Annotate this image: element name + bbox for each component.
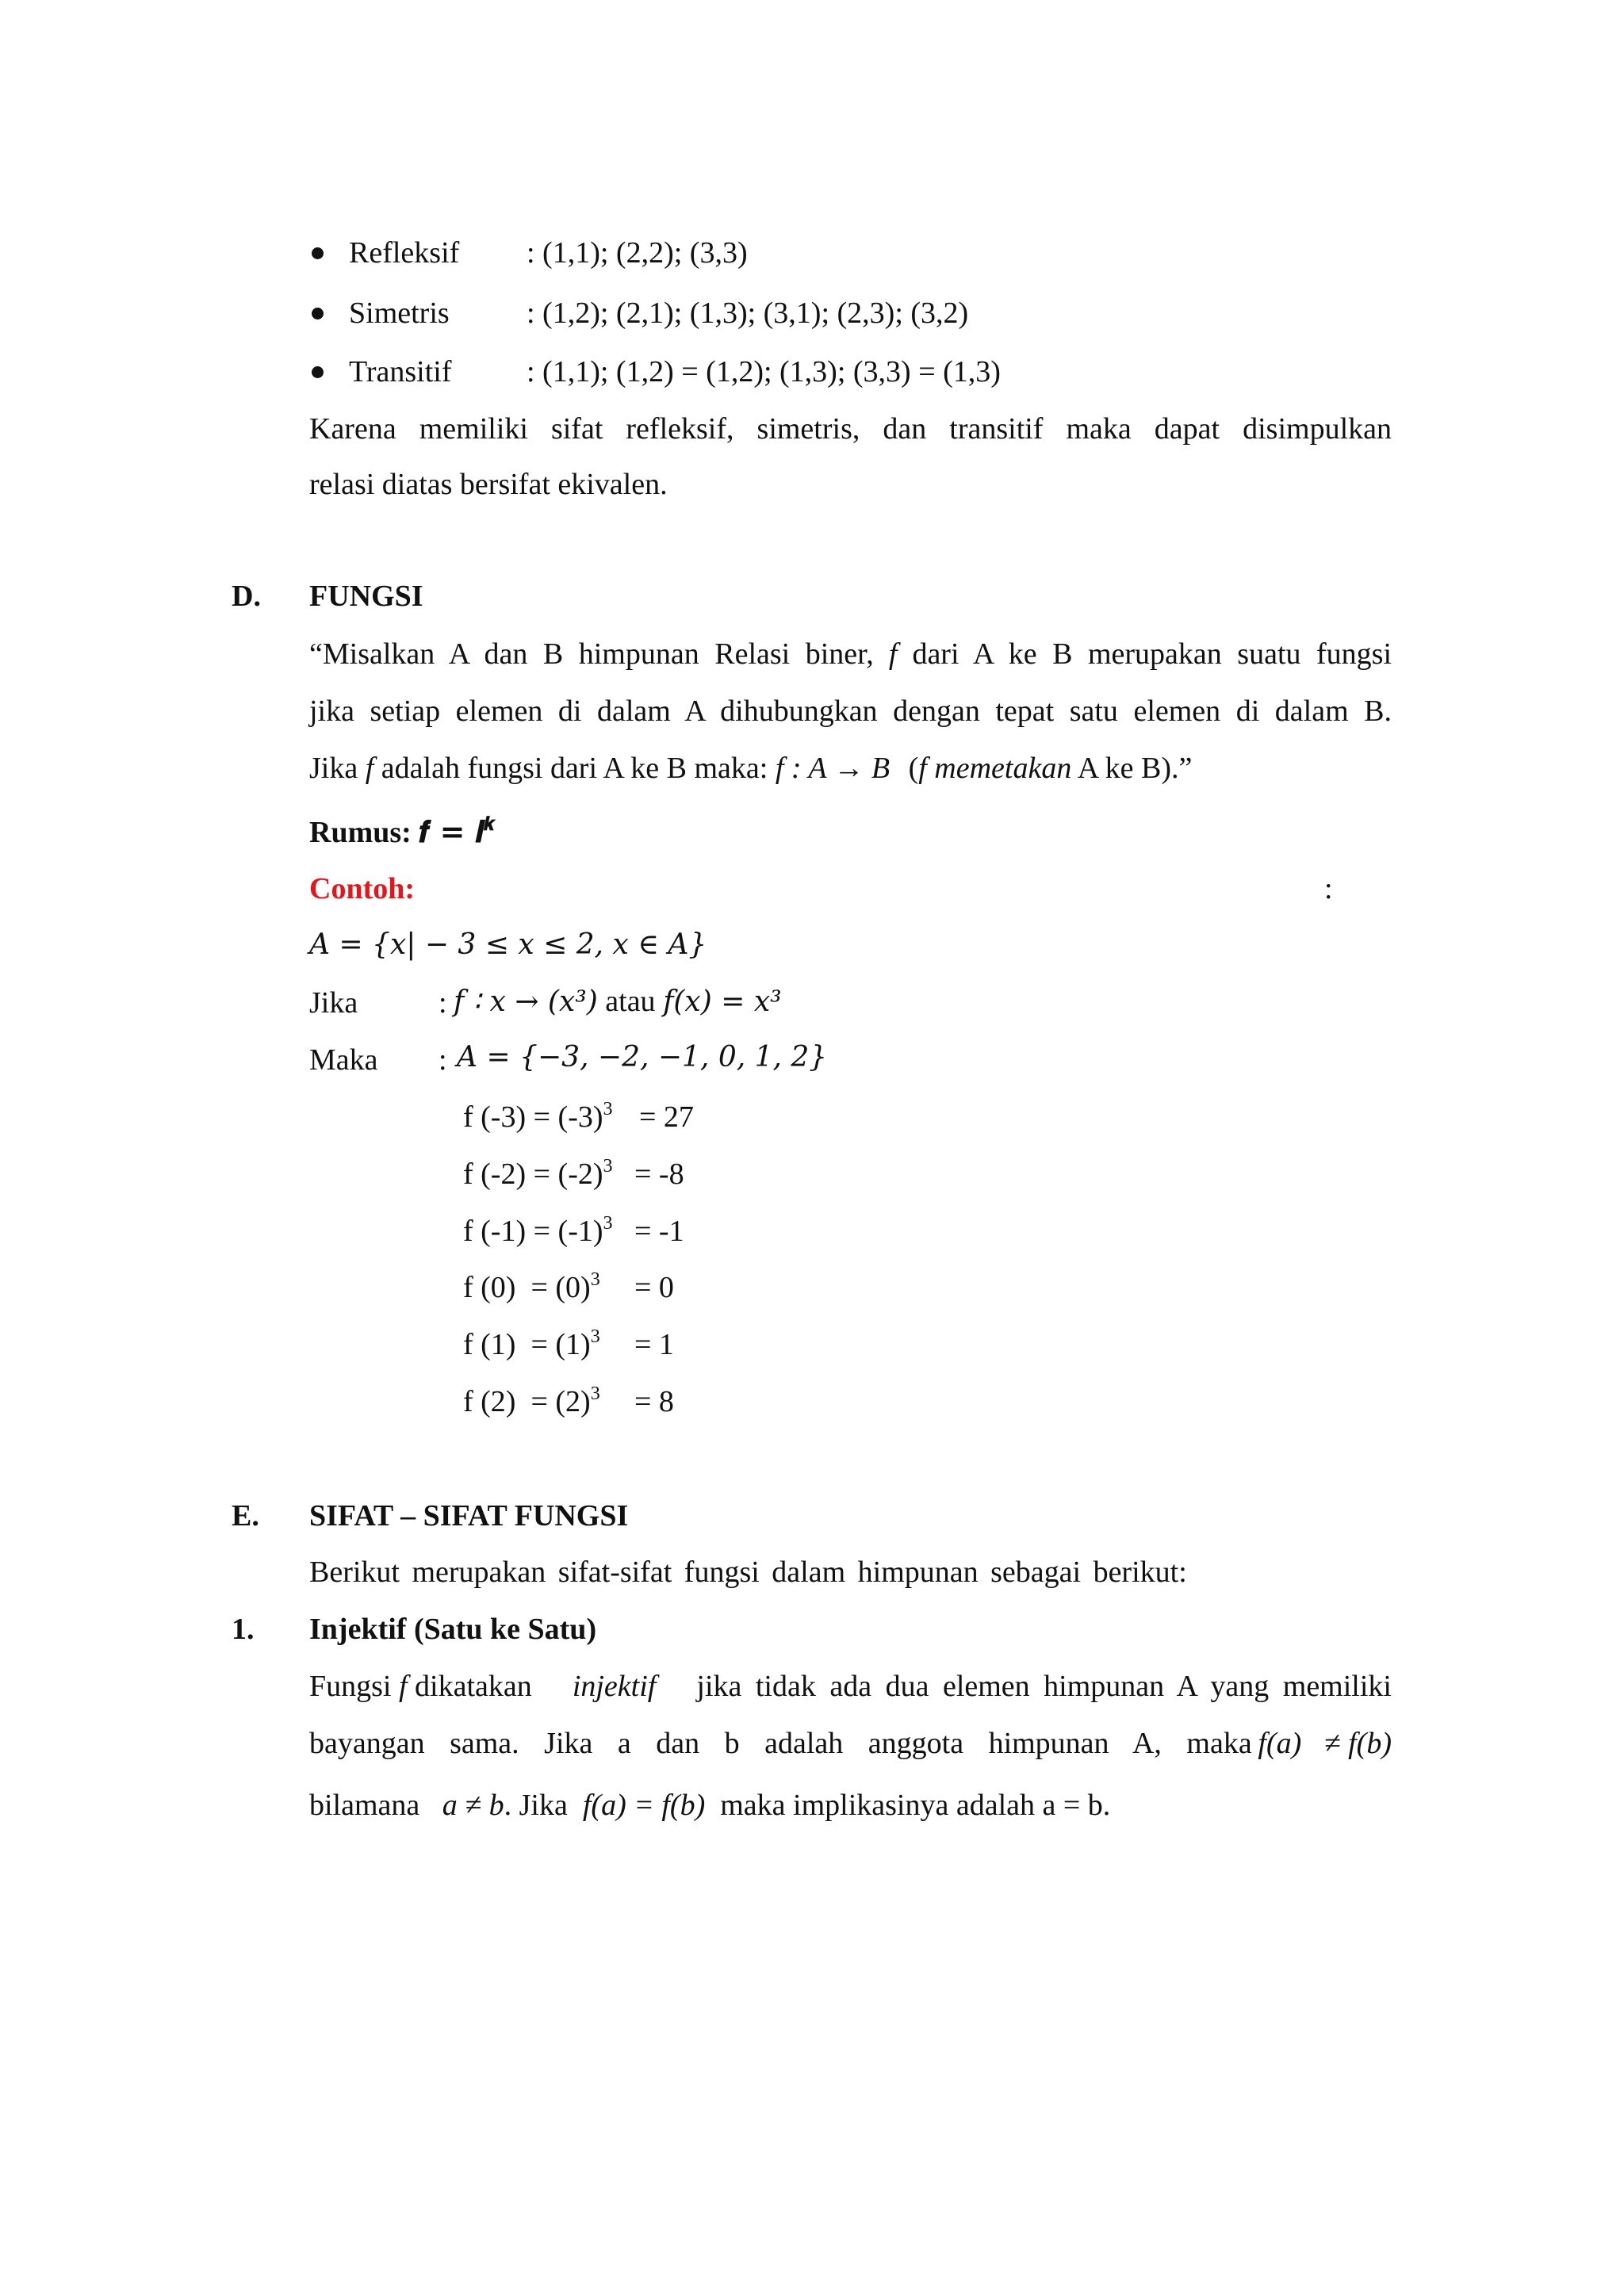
function-symbol: f	[888, 637, 898, 671]
inequality: a ≠ b	[442, 1789, 504, 1822]
bullet-label-transitif: Transitif	[349, 355, 452, 388]
bullet-label-refleksif: Refleksif	[349, 236, 460, 270]
paragraph-math	[1258, 1728, 1392, 1758]
evaluation-result: = 0	[634, 1271, 674, 1304]
set-definition: 𝐴 = {𝑥| − 3 ≤ 𝑥 ≤ 2, 𝑥 ∈ 𝐴}	[309, 928, 707, 961]
paragraph-text: . Jika	[504, 1789, 568, 1822]
mapping-notation: f : A → B	[775, 752, 891, 785]
bullet-label-simetris: Simetris	[349, 297, 450, 330]
jika-colon: :	[439, 986, 447, 1020]
paragraph-text: bayangan sama. Jika a dan b adalah anggota himpunan A, maka	[309, 1727, 1252, 1760]
bullet-dot	[312, 247, 324, 259]
definition-text: Jika	[309, 752, 358, 785]
definition-text: “Misalkan A dan B himpunan Relasi biner,	[309, 637, 874, 671]
evaluation-lhs: f (-3) = (-3)	[463, 1100, 603, 1134]
evaluation-result: = 27	[639, 1100, 694, 1134]
exponent: 3	[590, 1326, 600, 1347]
evaluation-lhs: f (1) = (1)	[463, 1328, 591, 1361]
maka-colon: :	[439, 1043, 447, 1077]
item-title: Injektif (Satu ke Satu)	[309, 1613, 597, 1646]
paragraph-text: maka implikasinya adalah a = b.	[720, 1789, 1111, 1822]
definition-line-3	[309, 753, 1192, 783]
jika-expression	[454, 986, 782, 1016]
rumus-label: Rumus:	[309, 816, 412, 849]
fb-notation: ≠ f(b)	[1323, 1727, 1392, 1760]
bullet-value-simetris: : (1,2); (2,1); (1,3); (3,1); (2,3); (3,2)	[527, 297, 969, 330]
injektif-line-2	[309, 1728, 1392, 1758]
definition-line-2: jika setiap elemen di dalam A dihubungkan dengan tepat satu elemen di dalam B.	[309, 695, 1392, 728]
domain-set: 𝐴 = {−3, −2, −1, 0, 1, 2}	[457, 1041, 828, 1073]
jika-label: Jika	[309, 986, 358, 1020]
definition-text: adalah fungsi dari A ke B maka:	[381, 752, 768, 785]
bullet-value-transitif: : (1,1); (1,2) = (1,2); (1,3); (3,3) = (1,3)	[527, 355, 1001, 388]
evaluation-lhs: f (2) = (2)	[463, 1385, 591, 1418]
paragraph-text: Fungsi f dikatakan	[309, 1670, 532, 1703]
bullet-dot	[312, 366, 324, 378]
exponent: 3	[603, 1156, 613, 1177]
exponent: 3	[603, 1213, 613, 1234]
evaluation-result: = -8	[634, 1158, 684, 1191]
atau-text: atau	[605, 985, 656, 1018]
definition-text: (	[908, 752, 919, 785]
section-title: FUNGSI	[309, 580, 423, 613]
paragraph-text: bilamana	[309, 1789, 420, 1822]
evaluation-row	[463, 1213, 613, 1248]
evaluation-lhs: f (0) = (0)	[463, 1271, 591, 1304]
equality: f(a) = f(b)	[582, 1789, 706, 1822]
rumus-exponent: 𝒌	[483, 812, 496, 835]
evaluation-row	[463, 1326, 600, 1361]
evaluation-lhs: f (-1) = (-1)	[463, 1215, 603, 1248]
definition-text: A ke B).”	[1077, 752, 1193, 785]
conclusion-line-2: relasi diatas bersifat ekivalen.	[309, 468, 668, 501]
injektif-term: injektif	[572, 1670, 657, 1703]
rumus-line	[309, 812, 496, 849]
evaluation-result: = 1	[634, 1328, 674, 1361]
definition-text: f memetakan	[918, 752, 1072, 785]
definition-line-1	[309, 639, 1392, 669]
injektif-line-1	[309, 1671, 1392, 1701]
function-symbol: f	[365, 752, 374, 785]
contoh-label: Contoh:	[309, 872, 416, 905]
mapping-notation: 𝑓 ∶ 𝑥 → (𝑥³)	[454, 985, 598, 1018]
function-formula: 𝑓(𝑥) = 𝑥³	[663, 985, 782, 1018]
conclusion-line-1: Karena memiliki sifat refleksif, simetris, dan transitif maka dapat disimpulkan	[309, 412, 1392, 446]
contoh-colon: :	[1324, 872, 1333, 905]
evaluation-row	[463, 1099, 613, 1134]
evaluation-result: = 8	[634, 1385, 674, 1418]
item-number: 1.	[232, 1613, 255, 1646]
bullet-value-refleksif: : (1,1); (2,2); (3,3)	[527, 236, 748, 270]
definition-text: dari A ke B merupakan suatu fungsi	[912, 637, 1392, 671]
evaluation-row	[463, 1383, 600, 1418]
evaluation-row	[463, 1269, 600, 1304]
exponent: 3	[590, 1269, 600, 1290]
exponent: 3	[590, 1383, 600, 1404]
section-title: SIFAT – SIFAT FUNGSI	[309, 1499, 629, 1533]
section-letter: E.	[232, 1499, 259, 1533]
paragraph-text: jika tidak ada dua elemen himpunan A yang memiliki	[696, 1670, 1392, 1703]
evaluation-lhs: f (-2) = (-2)	[463, 1158, 603, 1191]
evaluation-row	[463, 1156, 613, 1191]
bullet-dot	[312, 308, 324, 320]
section-intro: Berikut merupakan sifat-sifat fungsi dalam himpunan sebagai berikut:	[309, 1556, 1187, 1589]
rumus-formula: 𝒇 = 𝒍	[419, 813, 484, 849]
section-letter: D.	[232, 580, 261, 613]
exponent: 3	[603, 1099, 613, 1119]
maka-label: Maka	[309, 1043, 378, 1077]
injektif-line-3	[309, 1790, 1110, 1820]
evaluation-result: = -1	[634, 1215, 684, 1248]
fa-notation: f(a)	[1258, 1727, 1302, 1760]
